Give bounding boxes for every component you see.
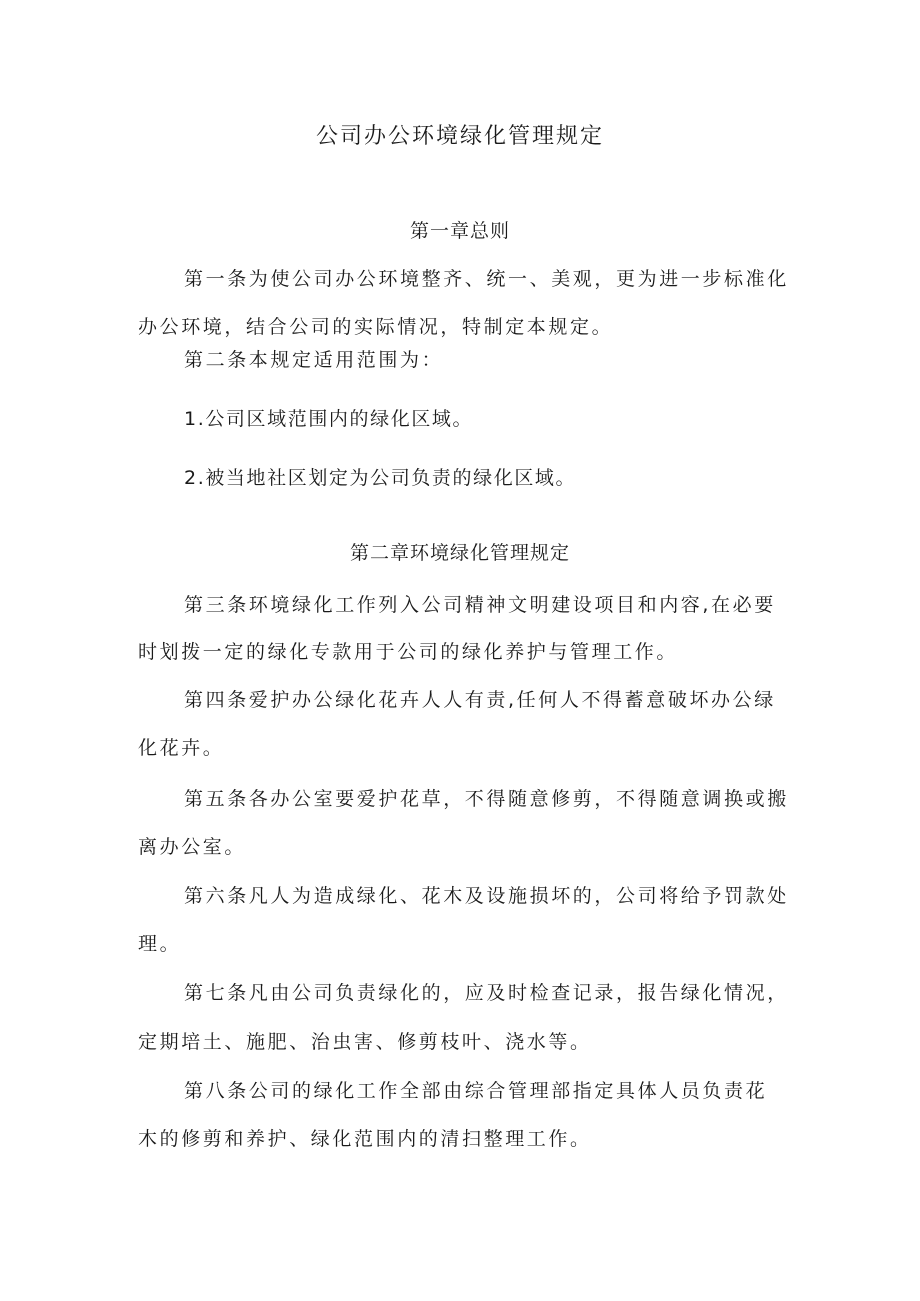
scope-item-2: 2.被当地社区划定为公司负责的绿化区域。 <box>184 467 577 489</box>
article-5-line-1: 第五条各办公室要爱护花草，不得随意修剪，不得随意调换或搬 <box>184 788 789 810</box>
article-7-line-1: 第七条凡由公司负责绿化的，应及时检查记录，报告绿化情况， <box>184 982 789 1004</box>
chapter-heading-2: 第二章环境绿化管理规定 <box>349 542 570 564</box>
article-8-line-2: 木的修剪和养护、绿化范围内的清扫整理工作。 <box>138 1128 592 1150</box>
article-3-line-2: 时划拨一定的绿化专款用于公司的绿化养护与管理工作。 <box>138 641 679 663</box>
document-title: 公司办公环境绿化管理规定 <box>315 124 604 149</box>
chapter-heading-1: 第一章总则 <box>409 220 510 242</box>
article-3-line-1: 第三条环境绿化工作列入公司精神文明建设项目和内容,在必要 <box>184 594 776 616</box>
article-1-line-1: 第一条为使公司办公环境整齐、统一、美观，更为进一步标准化 <box>184 268 789 290</box>
article-4-line-2: 化花卉。 <box>138 737 225 759</box>
article-1-line-2: 办公环境，结合公司的实际情况，特制定本规定。 <box>138 316 614 338</box>
article-2-line-1: 第二条本规定适用范围为： <box>184 349 444 371</box>
article-5-line-2: 离办公室。 <box>138 836 247 858</box>
article-6-line-2: 理。 <box>138 933 182 955</box>
article-7-line-2: 定期培土、施肥、治虫害、修剪枝叶、浇水等。 <box>138 1031 592 1053</box>
article-4-line-1: 第四条爱护办公绿化花卉人人有责,任何人不得蓄意破坏办公绿 <box>184 689 776 711</box>
scope-item-1: 1.公司区域范围内的绿化区域。 <box>184 408 474 430</box>
article-8-line-1: 第八条公司的绿化工作全部由综合管理部指定具体人员负责花 <box>184 1080 768 1102</box>
article-6-line-1: 第六条凡人为造成绿化、花木及设施损坏的，公司将给予罚款处 <box>184 885 789 907</box>
